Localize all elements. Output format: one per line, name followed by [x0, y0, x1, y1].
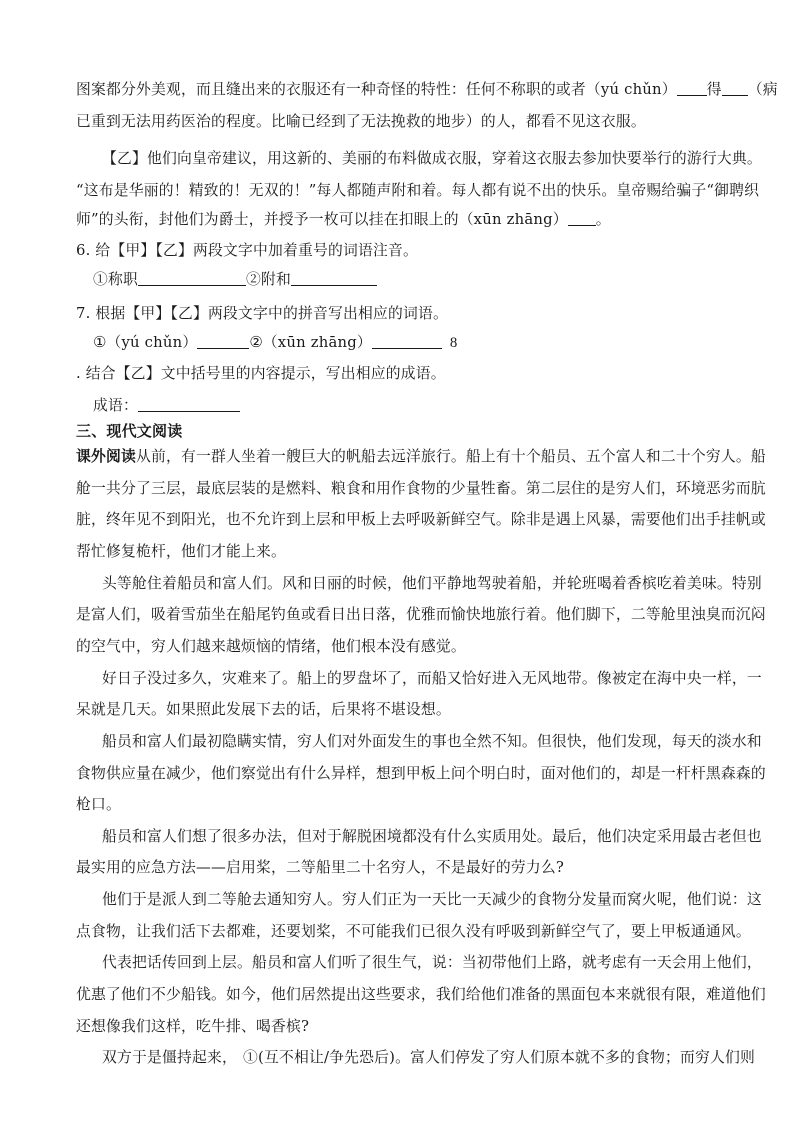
passage-yi-line-2: “这布是华丽的！精致的！无双的！”每人都随声附和着。每人都有说不出的快乐。皇帝赐给骗子“御聘织 — [76, 182, 760, 199]
question-6-stem: 6. 给【甲】【乙】两段文字中加着重号的词语注音。 — [76, 242, 418, 259]
reading-p2-line-3: 的空气中，穷人们越来越烦恼的情绪，他们根本没有感觉。 — [76, 638, 466, 655]
item-label: ①称职 — [93, 271, 138, 288]
section-heading: 三、现代文阅读 — [76, 422, 183, 440]
passage-yi-line-3 — [76, 210, 611, 230]
reading-label: 课外阅读 — [76, 448, 136, 465]
reading-p6-line-2: 点食物，让我们活下去都难，还要划桨，不可能我们已很久没有呼吸到新鲜空气了，要上甲板通通风。 — [76, 923, 751, 940]
reading-p4-line-1: 船员和富人们最初隐瞒实情，穷人们对外面发生的事也全然不知。但很快，他们发现，每天的淡水和 — [102, 733, 762, 750]
answer-blank[interactable] — [138, 270, 246, 286]
text: 师”的头衔，封他们为爵士，并授予一枚可以挂在扣眼上的（xūn zhāng） — [76, 211, 568, 228]
reading-p3-line-2: 呆就是几天。如果照此发展下去的话，后果将不堪设想。 — [76, 701, 451, 718]
reading-p5-line-1: 船员和富人们想了很多办法，但对于解脱困境都没有什么实质用处。最后，他们决定采用最古老但也 — [102, 828, 762, 845]
reading-p4-line-3: 枪口。 — [76, 796, 121, 813]
item-label: ②（xūn zhāng） — [249, 334, 372, 351]
reading-p1-line-4: 帮忙修复桅杆，他们才能上来。 — [76, 543, 286, 560]
question-7-stem: 7. 根据【甲】【乙】两段文字中的拼音写出相应的词语。 — [76, 305, 448, 322]
reading-p7-line-2: 优惠了他们不少船钱。如今，他们居然提出这些要求，我们给他们准备的黑面包本来就很有限，难道他们 — [76, 986, 766, 1003]
question-8-stem: . 结合【乙】文中括号里的内容提示，写出相应的成语。 — [76, 365, 446, 382]
reading-p4-line-2: 食物供应量在减少，他们察觉出有什么异样，想到甲板上问个明白时，面对他们的，却是一杆杆黑森森的 — [76, 765, 766, 782]
item-label: ①（yú chǔn） — [93, 334, 198, 351]
reading-p1-line-3: 脏，终年见不到阳光，也不允许到上层和甲板上去呼吸新鲜空气。除非是遇上风暴，需要他们出手挂帆或 — [76, 511, 766, 528]
reading-p2-line-2: 是富人们，吸着雪茄坐在船尾钓鱼或看日出日落，优雅而愉快地旅行着。他们脚下，二等舱里浊臭而沉闷 — [76, 606, 766, 623]
text: （病 — [747, 81, 778, 98]
reading-p5-line-2: 最实用的应急方法——启用桨，二等船里二十名穷人，不是最好的劳力么? — [76, 859, 565, 876]
question-7-items — [93, 333, 457, 353]
passage-yi-line-1: 【乙】他们向皇帝建议，用这新的、美丽的布料做成衣服，穿着这衣服去参加快要举行的游行大典。 — [102, 150, 762, 167]
item-label: 成语： — [93, 397, 138, 414]
answer-blank[interactable] — [568, 210, 596, 226]
answer-blank[interactable] — [138, 396, 240, 412]
answer-blank[interactable] — [677, 80, 707, 96]
text: 从前，有一群人坐着一艘巨大的帆船去远洋旅行。船上有十个船员、五个富人和二十个穷人。船 — [136, 448, 766, 465]
reading-p8-line-1 — [102, 1048, 755, 1068]
blank-marker: ① — [242, 1049, 258, 1066]
reading-p3-line-1: 好日子没过多久，灾难来了。船上的罗盘坏了，而船又恰好进入无风地带。像被定在海中央一样，一 — [102, 670, 762, 687]
reading-p1-line-2: 舱一共分了三层，最底层装的是燃料、粮食和用作食物的少量牲畜。第二层住的是穷人们，环境恶劣而肮 — [76, 480, 766, 497]
answer-blank[interactable] — [291, 270, 377, 286]
text: 。 — [595, 211, 611, 228]
reading-p2-line-1: 头等舱住着船员和富人们。风和日丽的时候，他们平静地驾驶着船，并轮班喝着香槟吃着美味。特别 — [102, 575, 762, 592]
question-number: 8 — [449, 335, 458, 351]
question-6-items — [93, 270, 377, 290]
reading-p7-line-1: 代表把话传回到上层。船员和富人们听了很生气，说：当初带他们上路，就考虑有一天会用上他们， — [102, 954, 762, 971]
text: 图案都分外美观，而且缝出来的衣服还有一种奇怪的特性：任何不称职的或者（yú chǔn） — [76, 81, 677, 98]
answer-blank[interactable] — [722, 80, 748, 96]
passage-top-line-1 — [76, 80, 778, 100]
answer-blank[interactable] — [197, 333, 249, 349]
question-8-answer — [93, 396, 240, 416]
passage-top-line-2: 已重到无法用药医治的程度。比喻已经到了无法挽救的地步）的人，都看不见这衣服。 — [76, 113, 646, 130]
reading-p6-line-1: 他们于是派人到二等舱去通知穷人。穷人们正为一天比一天减少的食物分发量而窝火呢，他们说：这 — [102, 891, 762, 908]
item-label: ②附和 — [246, 271, 291, 288]
reading-p7-line-3: 还想像我们这样，吃牛排、喝香槟? — [76, 1018, 310, 1035]
text: (互不相让/争先恐后)。富人们停发了穷人们原本就不多的食物；而穷人们则 — [257, 1049, 756, 1066]
reading-p1-line-1 — [76, 447, 766, 467]
text: 得 — [706, 81, 722, 98]
answer-blank[interactable] — [372, 333, 442, 349]
text: 双方于是僵持起来， — [102, 1049, 237, 1066]
